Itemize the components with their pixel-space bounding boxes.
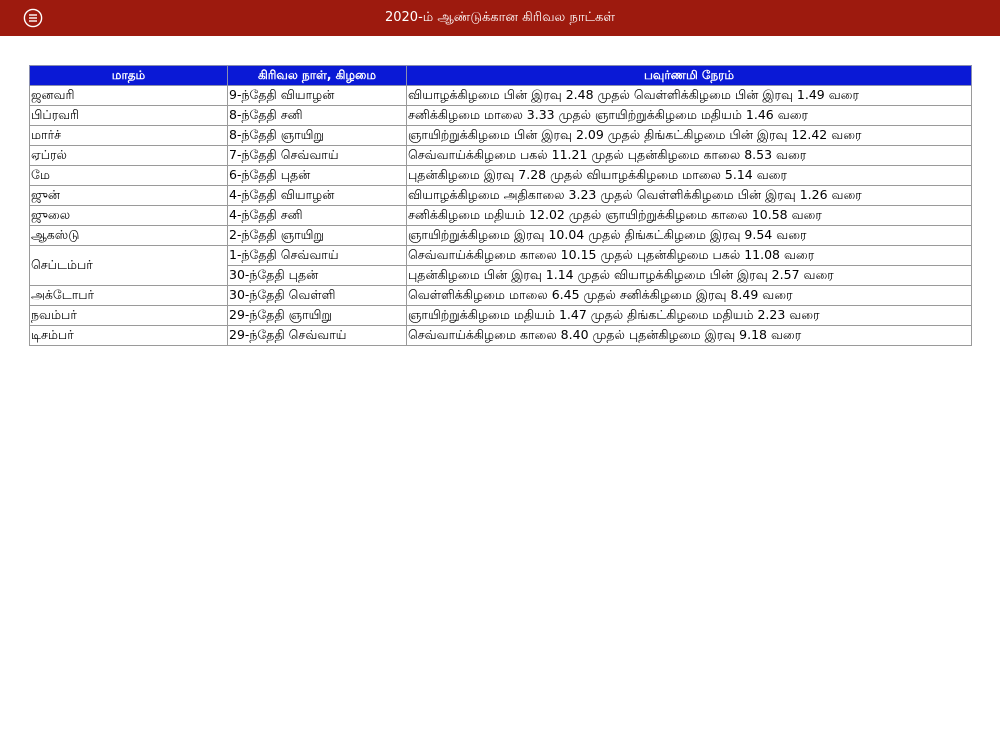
date-cell: 29-ந்தேதி ஞாயிறு [228,306,407,326]
date-cell: 1-ந்தேதி செவ்வாய் [228,246,407,266]
time-cell: வியாழக்கிழமை பின் இரவு 2.48 முதல் வெள்ளிக்கிழமை பின் இரவு 1.49 வரை [407,86,972,106]
table-row [30,186,972,206]
month-cell: ஜுன் [30,186,228,206]
page-title: 2020-ம் ஆண்டுக்கான கிரிவல நாட்கள் [384,10,615,25]
girivalam-dates-table [29,65,972,346]
time-cell: செவ்வாய்க்கிழமை காலை 8.40 முதல் புதன்கிழமை இரவு 9.18 வரை [407,326,972,346]
time-cell: சனிக்கிழமை மாலை 3.33 முதல் ஞாயிற்றுக்கிழமை மதியம் 1.46 வரை [407,106,972,126]
table-row [30,326,972,346]
date-cell: 30-ந்தேதி புதன் [228,266,407,286]
date-cell: 6-ந்தேதி புதன் [228,166,407,186]
time-cell: செவ்வாய்க்கிழமை பகல் 11.21 முதல் புதன்கிழமை காலை 8.53 வரை [407,146,972,166]
table-row [30,126,972,146]
month-cell: செப்டம்பர் [30,246,228,286]
month-cell: நவம்பர் [30,306,228,326]
time-cell: சனிக்கிழமை மதியம் 12.02 முதல் ஞாயிற்றுக்கிழமை காலை 10.58 வரை [407,206,972,226]
date-cell: 8-ந்தேதி ஞாயிறு [228,126,407,146]
table-row [30,246,972,266]
girivalam-table-container [29,65,972,346]
table-row [30,306,972,326]
month-cell: பிப்ரவரி [30,106,228,126]
date-cell: 4-ந்தேதி சனி [228,206,407,226]
table-header-row [30,66,972,86]
time-cell: வியாழக்கிழமை அதிகாலை 3.23 முதல் வெள்ளிக்கிழமை பின் இரவு 1.26 வரை [407,186,972,206]
month-cell: ஜனவரி [30,86,228,106]
time-cell: ஞாயிற்றுக்கிழமை இரவு 10.04 முதல் திங்கட்கிழமை இரவு 9.54 வரை [407,226,972,246]
month-cell: ஏப்ரல் [30,146,228,166]
table-row [30,106,972,126]
month-cell: ஜுலை [30,206,228,226]
table-row [30,226,972,246]
time-cell: புதன்கிழமை பின் இரவு 1.14 முதல் வியாழக்கிழமை பின் இரவு 2.57 வரை [407,266,972,286]
table-row [30,286,972,306]
time-cell: செவ்வாய்க்கிழமை காலை 10.15 முதல் புதன்கிழமை பகல் 11.08 வரை [407,246,972,266]
month-cell: அக்டோபர் [30,286,228,306]
time-cell: ஞாயிற்றுக்கிழமை பின் இரவு 2.09 முதல் திங்கட்கிழமை பின் இரவு 12.42 வரை [407,126,972,146]
date-cell: 30-ந்தேதி வெள்ளி [228,286,407,306]
month-cell: மார்ச் [30,126,228,146]
date-cell: 7-ந்தேதி செவ்வாய் [228,146,407,166]
date-cell: 4-ந்தேதி வியாழன் [228,186,407,206]
table-row [30,206,972,226]
menu-button[interactable] [23,8,43,28]
column-header-girivalam-date: கிரிவல நாள், கிழமை [228,66,407,86]
date-cell: 9-ந்தேதி வியாழன் [228,86,407,106]
top-bar [0,0,1000,36]
time-cell: ஞாயிற்றுக்கிழமை மதியம் 1.47 முதல் திங்கட்கிழமை மதியம் 2.23 வரை [407,306,972,326]
time-cell: புதன்கிழமை இரவு 7.28 முதல் வியாழக்கிழமை மாலை 5.14 வரை [407,166,972,186]
month-cell: மே [30,166,228,186]
table-row [30,166,972,186]
date-cell: 8-ந்தேதி சனி [228,106,407,126]
column-header-pournami-time: பவுர்ணமி நேரம் [407,66,972,86]
date-cell: 2-ந்தேதி ஞாயிறு [228,226,407,246]
table-row [30,146,972,166]
month-cell: டிசம்பர் [30,326,228,346]
date-cell: 29-ந்தேதி செவ்வாய் [228,326,407,346]
column-header-month: மாதம் [30,66,228,86]
time-cell: வெள்ளிக்கிழமை மாலை 6.45 முதல் சனிக்கிழமை இரவு 8.49 வரை [407,286,972,306]
menu-icon [23,8,43,28]
month-cell: ஆகஸ்டு [30,226,228,246]
table-row [30,86,972,106]
